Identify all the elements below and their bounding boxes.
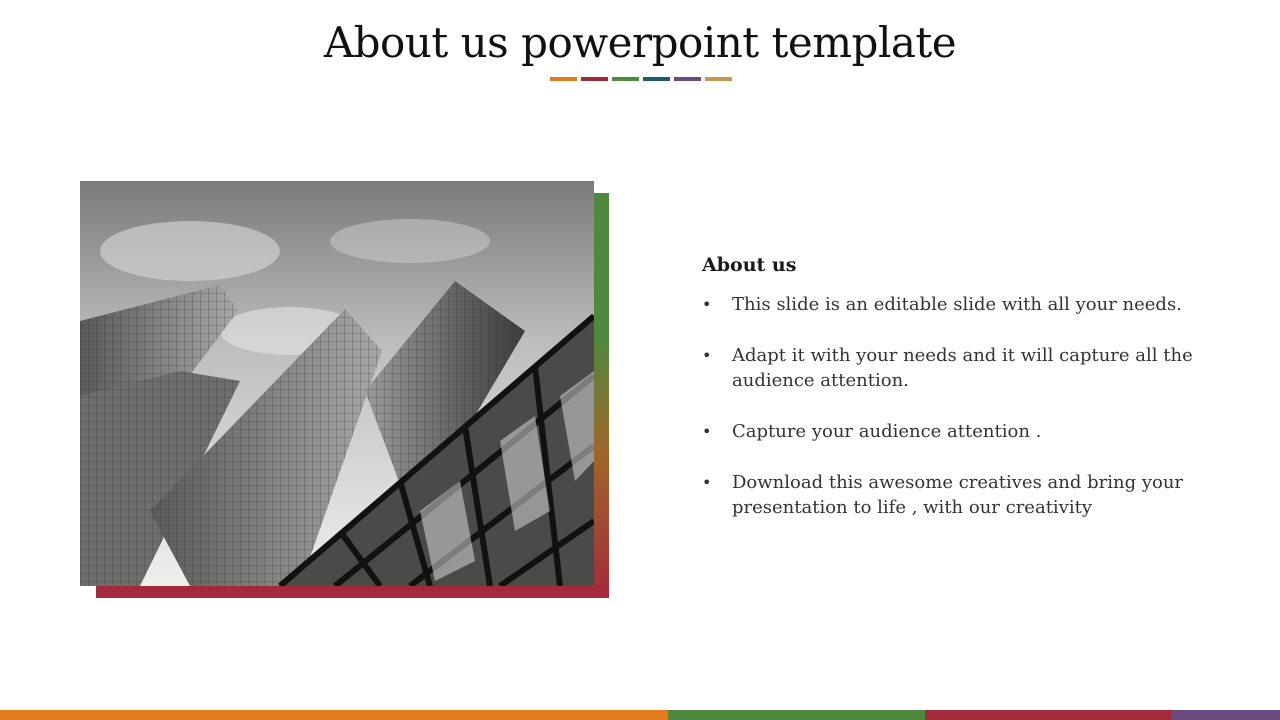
bullet-item xyxy=(702,343,1202,393)
footer-color-bar xyxy=(0,710,1280,720)
slide-title: About us powerpoint template xyxy=(323,18,957,67)
photo-accent-bottom-bar xyxy=(96,586,609,598)
about-section xyxy=(702,254,1202,546)
bullet-item xyxy=(702,470,1202,520)
title-dash-green xyxy=(612,77,639,81)
bullet-icon: • xyxy=(702,346,712,365)
footer-segment-orange xyxy=(0,710,668,720)
title-dash-tan xyxy=(705,77,732,81)
title-dash-purple xyxy=(674,77,701,81)
footer-segment-red xyxy=(925,710,1171,720)
bullet-icon: • xyxy=(702,295,712,314)
bullet-icon: • xyxy=(702,422,712,441)
title-underline-dashes xyxy=(550,77,732,81)
about-bullet-list xyxy=(702,292,1202,520)
bullet-item xyxy=(702,419,1202,444)
photo-frame xyxy=(80,181,609,598)
skyscrapers-illustration xyxy=(80,181,594,586)
bullet-text: Download this awesome creatives and bring your presentation to life , with our creativity xyxy=(732,472,1184,518)
title-dash-red xyxy=(581,77,608,81)
bullet-text: Adapt it with your needs and it will capture all the audience attention. xyxy=(732,345,1193,391)
skyscrapers-photo[interactable] xyxy=(80,181,594,586)
title-dash-teal xyxy=(643,77,670,81)
bullet-text: Capture your audience attention . xyxy=(732,421,1042,442)
bullet-text: This slide is an editable slide with all your needs. xyxy=(732,294,1182,315)
photo-accent-right-bar xyxy=(594,193,609,598)
title-dash-orange xyxy=(550,77,577,81)
footer-segment-purple xyxy=(1171,710,1280,720)
about-heading: About us xyxy=(702,254,797,276)
bullet-item xyxy=(702,292,1202,317)
footer-segment-green xyxy=(668,710,925,720)
bullet-icon: • xyxy=(702,473,712,492)
